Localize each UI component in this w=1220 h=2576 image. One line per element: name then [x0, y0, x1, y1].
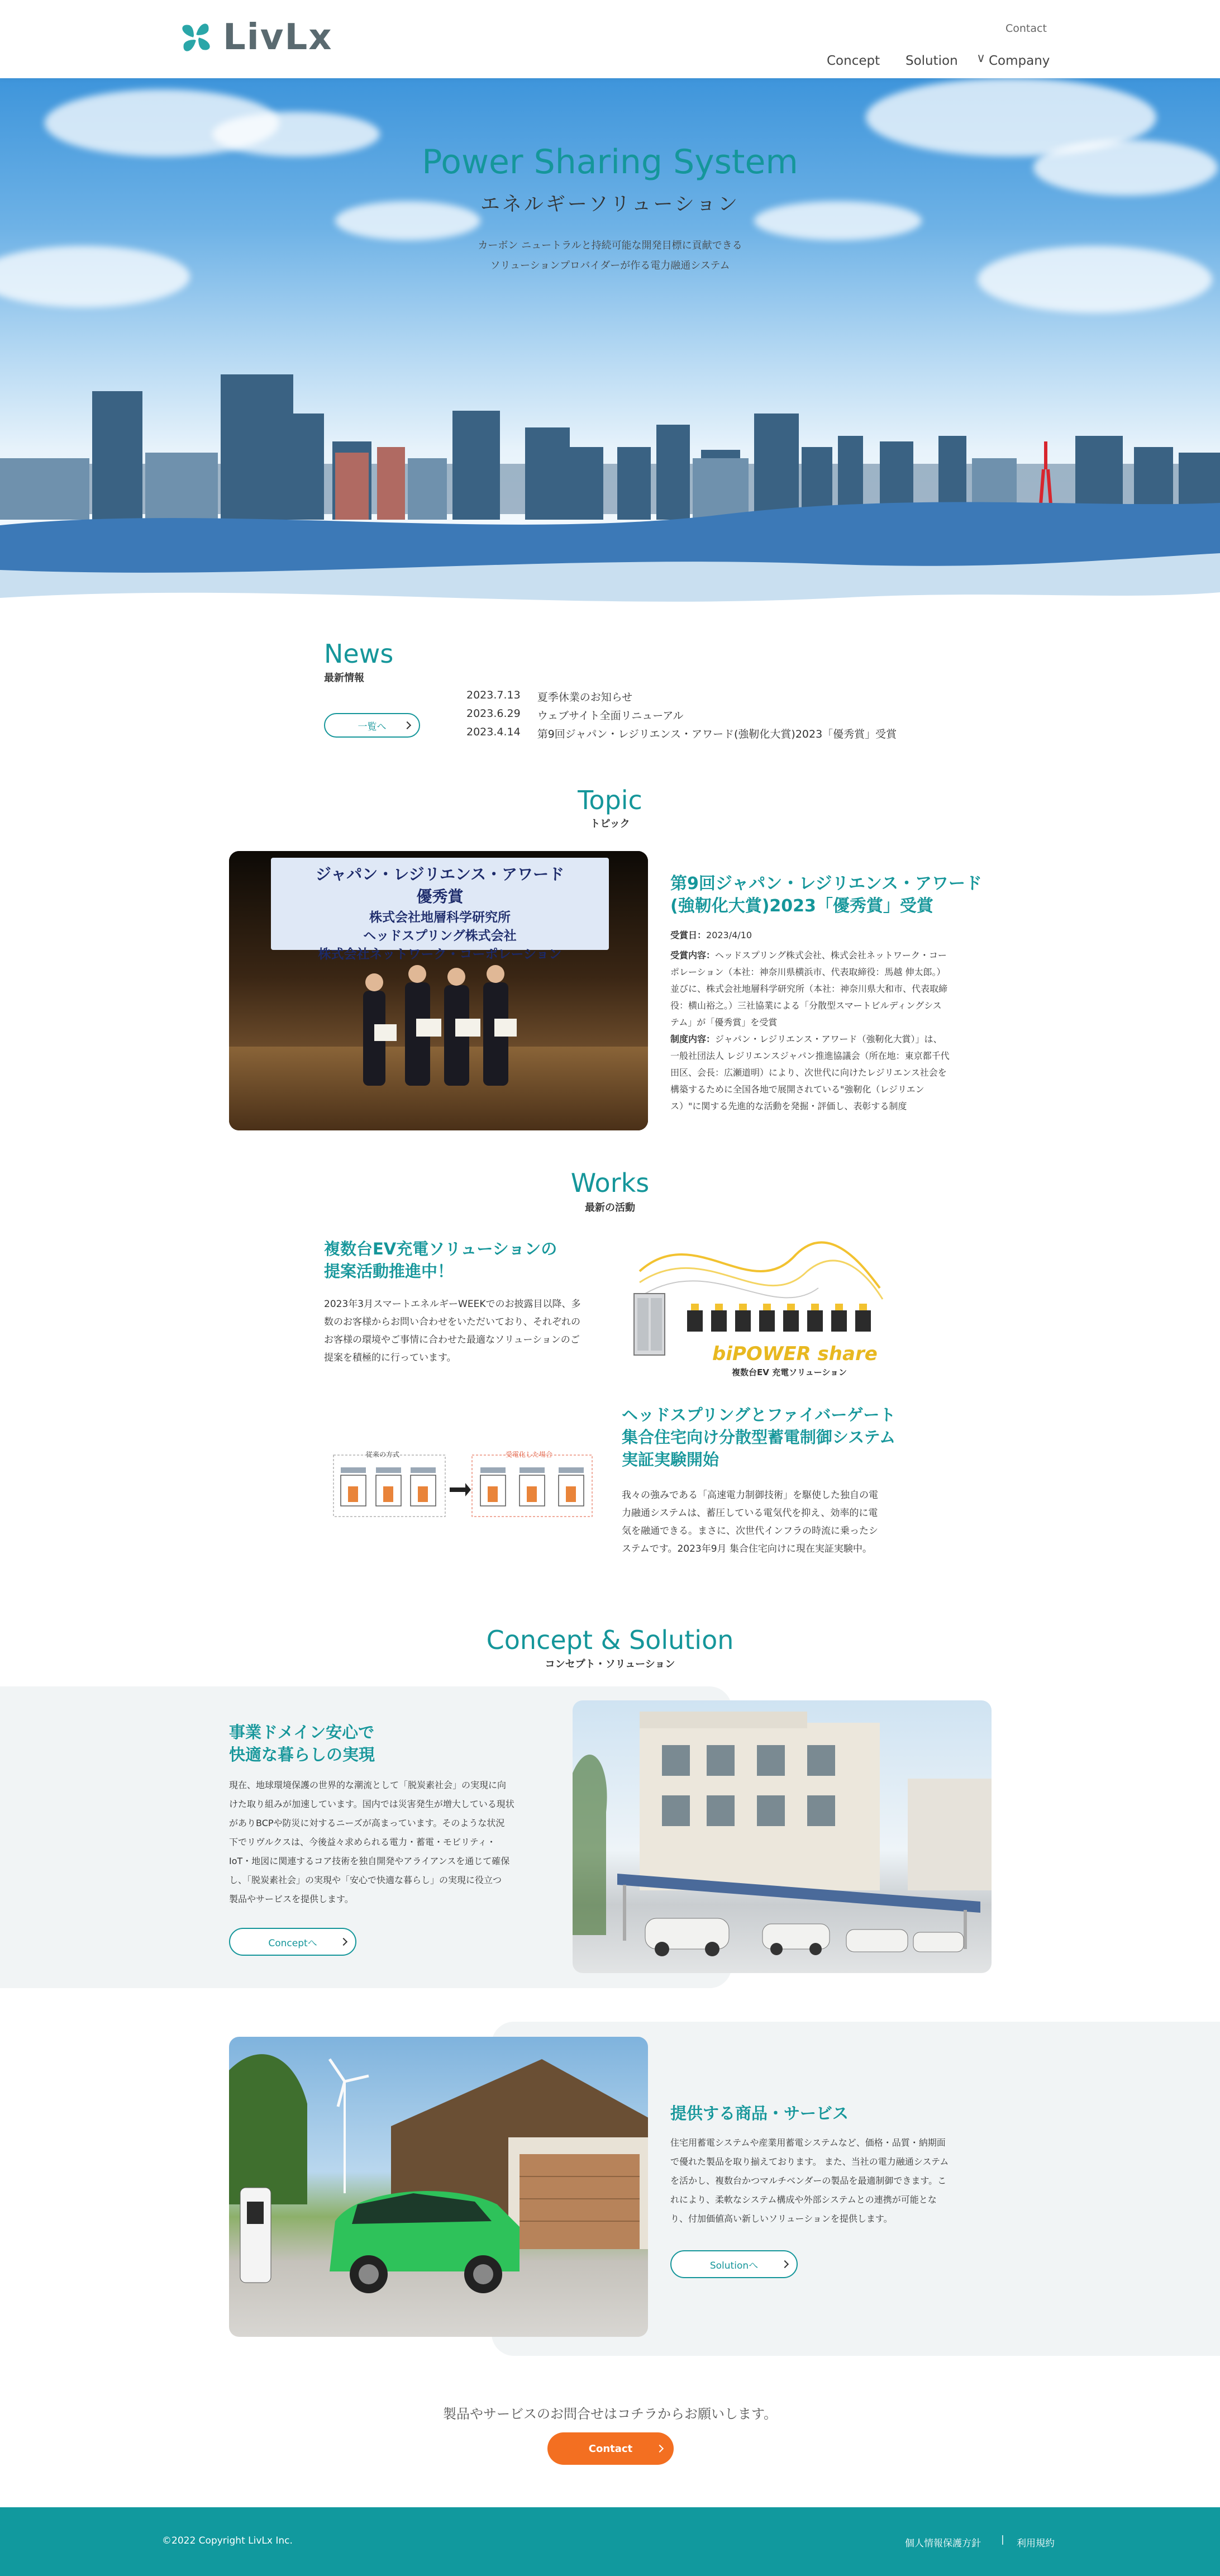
concept-section-subtitle: コンセプト・ソリューション	[545, 1658, 675, 1670]
apartment-carport-photo	[573, 1700, 992, 1973]
chevron-right-icon	[340, 1938, 347, 1946]
hero-description-line: カーボン ニュートラルと持続可能な開発目標に貢献できる	[478, 240, 742, 251]
news-title: ウェブサイト全面リニューアル	[537, 710, 684, 722]
nav-concept[interactable]: Concept	[827, 54, 880, 68]
news-date: 2023.7.13	[466, 689, 521, 701]
photo-banner-text: ヘッドスプリング株式会社	[363, 929, 517, 943]
header-contact-link[interactable]: Contact	[1005, 22, 1047, 35]
topic-section-subtitle: トピック	[590, 818, 630, 830]
contact-prompt-text: 製品やサービスのお問合せはコチラからお願いします。	[442, 2406, 778, 2422]
news-item[interactable]	[466, 689, 632, 704]
storage-control-diagram: 従来の方式 受電化した場合	[332, 1447, 595, 1520]
news-title: 夏季休業のお知らせ	[537, 691, 633, 704]
product-name: biPOWER share	[712, 1343, 878, 1365]
works-section-title: Works	[570, 1168, 650, 1198]
nav-solution[interactable]: Solution	[906, 54, 958, 68]
concept-link-button[interactable]: Conceptへ	[229, 1928, 356, 1956]
topic-award-date: 受賞日：2023/4/10	[670, 930, 752, 940]
concept-block-body: 現在、地球環境保護の世界的な潮流として「脱炭素社会」の実現に向 けた取り組みが加速しています。国内では災害発生が増大している現状 がありBCPや防災に対するニーズが高まっています。そのような状況 下でリヴルクスは、今後益々求められる電力・蓄電・モビリティ・ IoT・地図に関連するコア技術を独自開発やアライアンスを通じて確保 し、「脱炭素社会」の実現や「安心で快適な暮らし」の実現に役立つ 製品やサービスを提供します。	[229, 1780, 514, 1904]
concept-section-title: Concept & Solution	[486, 1625, 734, 1655]
site-logo[interactable]	[176, 17, 333, 58]
award-ceremony-photo	[229, 851, 648, 1130]
photo-banner-text: 優秀賞	[416, 887, 464, 906]
site-footer	[0, 2507, 1220, 2576]
site-header	[0, 0, 1220, 78]
news-title: 第9回ジャパン・レジリエンス・アワード(強靭化大賞)2023「優秀賞」受賞	[537, 728, 897, 740]
nav-company[interactable]: Company	[989, 54, 1050, 68]
hero-title: Power Sharing System	[422, 142, 798, 182]
works-item2-title: ヘッドスプリングとファイバーゲート 集合住宅向け分散型蓄電制御システム 実証実験開始	[622, 1405, 896, 1469]
chevron-right-icon	[781, 2260, 789, 2268]
contact-button[interactable]: Contact	[547, 2432, 674, 2465]
news-item[interactable]	[466, 707, 684, 723]
chevron-right-icon	[656, 2445, 664, 2453]
hero-banner	[0, 78, 1220, 612]
pinwheel-logo-icon	[176, 17, 216, 58]
ev-charging-house-photo	[229, 2037, 648, 2337]
photo-banner-text: 株式会社ネットワーク・コーポレーション	[318, 947, 562, 962]
concept-block-title: 事業ドメイン安心で 快適な暮らしの実現	[229, 1723, 375, 1764]
footer-separator: |	[1001, 2534, 1004, 2545]
news-date: 2023.6.29	[466, 707, 521, 720]
topic-section-title: Topic	[578, 785, 642, 815]
chevron-right-icon	[403, 721, 411, 729]
works-item2-body: 我々の強みである「高速電力制御技術」を駆使した独自の電 力融通システムは、蓄圧している電気代を抑え、効率的に電 気を融通できる。まさに、次世代インフラの時流に乗ったシ ステムです。2023年9月 集合住宅向けに現在実証実験中。	[622, 1490, 878, 1555]
solution-block-body: 住宅用蓄電システムや産業用蓄電システムなど、価格・品質・納期面 で優れた製品を取り揃えております。 また、当社の電力融通システム を活かし、複数台かつマルチベンダーの製品を最適制御できます。こ れにより、柔軟なシステム構成や外部システムとの連携が可能とな り、付加価値高い新しいソリューションを提供します。	[670, 2137, 949, 2224]
news-date: 2023.4.14	[466, 726, 521, 738]
copyright-text: ©2022 Copyright LivLx Inc.	[162, 2535, 293, 2546]
topic-headline: 第9回ジャパン・レジリエンス・アワード (強靭化大賞)2023「優秀賞」受賞	[670, 874, 983, 916]
bipower-share-product-image	[628, 1232, 885, 1377]
privacy-policy-link[interactable]: 個人情報保護方針	[905, 2538, 981, 2549]
photo-banner-text: ジャパン・レジリエンス・アワード	[315, 865, 565, 883]
topic-award-program: 制度内容：ジャパン・レジリエンス・アワード（強靭化大賞）」は、 一般社団法人 レジリエンスジャパン推進協議会（所在地：東京都千代 田区、会長：広瀬道明）により、次世代に向けたレジリエンス社会を 構築するために全国各地で展開されている"強靭化（レジリエン ス）"に関する先進的な活動を発掘・評価し、表彰する制度	[670, 1034, 950, 1111]
news-list-button[interactable]: 一覧へ	[324, 713, 420, 738]
solution-link-button[interactable]: Solutionへ	[670, 2250, 798, 2278]
news-section-title: News	[324, 639, 394, 669]
product-caption: 複数台EV 充電ソリューション	[732, 1367, 847, 1377]
topic-award-content: 受賞内容：ヘッドスプリング株式会社、株式会社ネットワーク・コー ポレーション（本社：神奈川県横浜市、代表取締役：馬越 伸太郎。） 並びに、株式会社地層科学研究所（本社：神奈川県大和市、代表取締 役：横山裕之。）三社協業による「分散型スマートビルディングシス テム」が「優秀賞」を受賞	[670, 950, 948, 1028]
solution-block-title: 提供する商品・サービス	[670, 2104, 849, 2123]
logo-wordmark: LivLx	[223, 17, 333, 58]
news-section-subtitle: 最新情報	[324, 672, 364, 684]
hero-subtitle: エネルギーソリューション	[480, 193, 740, 216]
works-item1-title: 複数台EV充電ソリューションの 提案活動推進中！	[324, 1239, 557, 1281]
works-item1-body: 2023年3月スマートエネルギーWEEKでのお披露目以降、多 数のお客様からお問い合わせをいただいており、それぞれの お客様の環境やご事情に合わせた最適なソリューションのご 提案を積極的に行っています。	[324, 1299, 581, 1363]
hero-description-line: ソリューションプロバイダーが作る電力融通システム	[490, 260, 730, 272]
works-section-subtitle: 最新の活動	[585, 1202, 635, 1214]
news-item[interactable]	[466, 726, 897, 741]
chevron-down-icon: ∨	[976, 51, 986, 65]
photo-banner-text: 株式会社地層科学研究所	[369, 910, 511, 925]
terms-of-use-link[interactable]: 利用規約	[1017, 2538, 1055, 2549]
